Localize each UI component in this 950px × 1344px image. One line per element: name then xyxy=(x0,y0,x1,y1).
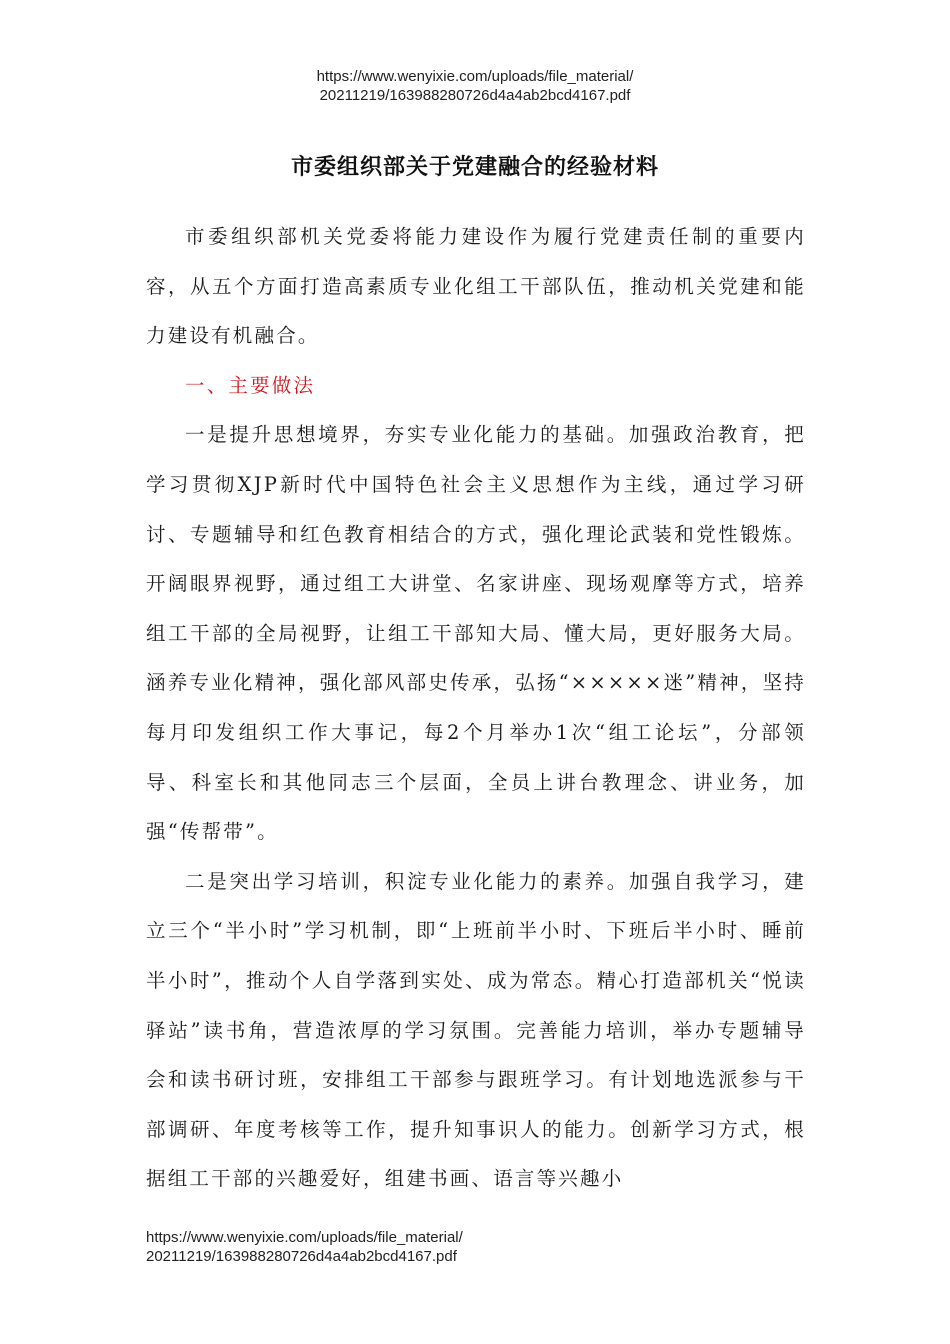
paragraph-training: 二是突出学习培训，积淀专业化能力的素养。加强自我学习，建立三个“半小时”学习机制，即“上班前半小时、下班后半小时、睡前半小时”，推动个人自学落到实处、成为常态。精心打造部机关“悦读驿站”读书角，营造浓厚的学习氛围。完善能力培训，举办专题辅导会和读书研讨班，安排组工干部参与跟班学习。有计划地选派参与干部调研、年度考核等工作，提升知事识人的能力。创新学习方式，根据组工干部的兴趣爱好，组建书画、语言等兴趣小 xyxy=(146,869,806,1191)
document-body xyxy=(146,212,806,1204)
header-url-line-2: 20211219/163988280726d4a4ab2bcd4167.pdf xyxy=(319,87,631,104)
footer-url-line-1: https://www.wenyixie.com/uploads/file_material/ xyxy=(146,1229,463,1246)
footer-url-line-2: 20211219/163988280726d4a4ab2bcd4167.pdf xyxy=(146,1248,457,1265)
document-title: 市委组织部关于党建融合的经验材料 xyxy=(290,154,659,180)
intro-paragraph: 市委组织部机关党委将能力建设作为履行党建责任制的重要内容，从五个方面打造高素质专业化组工干部队伍，推动机关党建和能力建设有机融合。 xyxy=(146,225,806,348)
header-url-line-1: https://www.wenyixie.com/uploads/file_material/ xyxy=(316,68,634,85)
section-heading-main-practices: 一、主要做法 xyxy=(185,373,316,397)
paragraph-ideology: 一是提升思想境界，夯实专业化能力的基础。加强政治教育，把学习贯彻XJP新时代中国特色社会主义思想作为主线，通过学习研讨、专题辅导和红色教育相结合的方式，强化理论武装和党性锻炼。开阔眼界视野，通过组工大讲堂、名家讲座、现场观摩等方式，培养组工干部的全局视野，让组工干部知大局、懂大局，更好服务大局。涵养专业化精神，强化部风部史传承，弘扬“×××××迷”精神，坚持每月印发组织工作大事记，每2个月举办1次“组工论坛”，分部领导、科室长和其他同志三个层面，全员上讲台教理念、讲业务，加强“传帮带”。 xyxy=(146,423,806,844)
page-header-url xyxy=(0,67,950,105)
page-footer-url xyxy=(146,1228,463,1266)
